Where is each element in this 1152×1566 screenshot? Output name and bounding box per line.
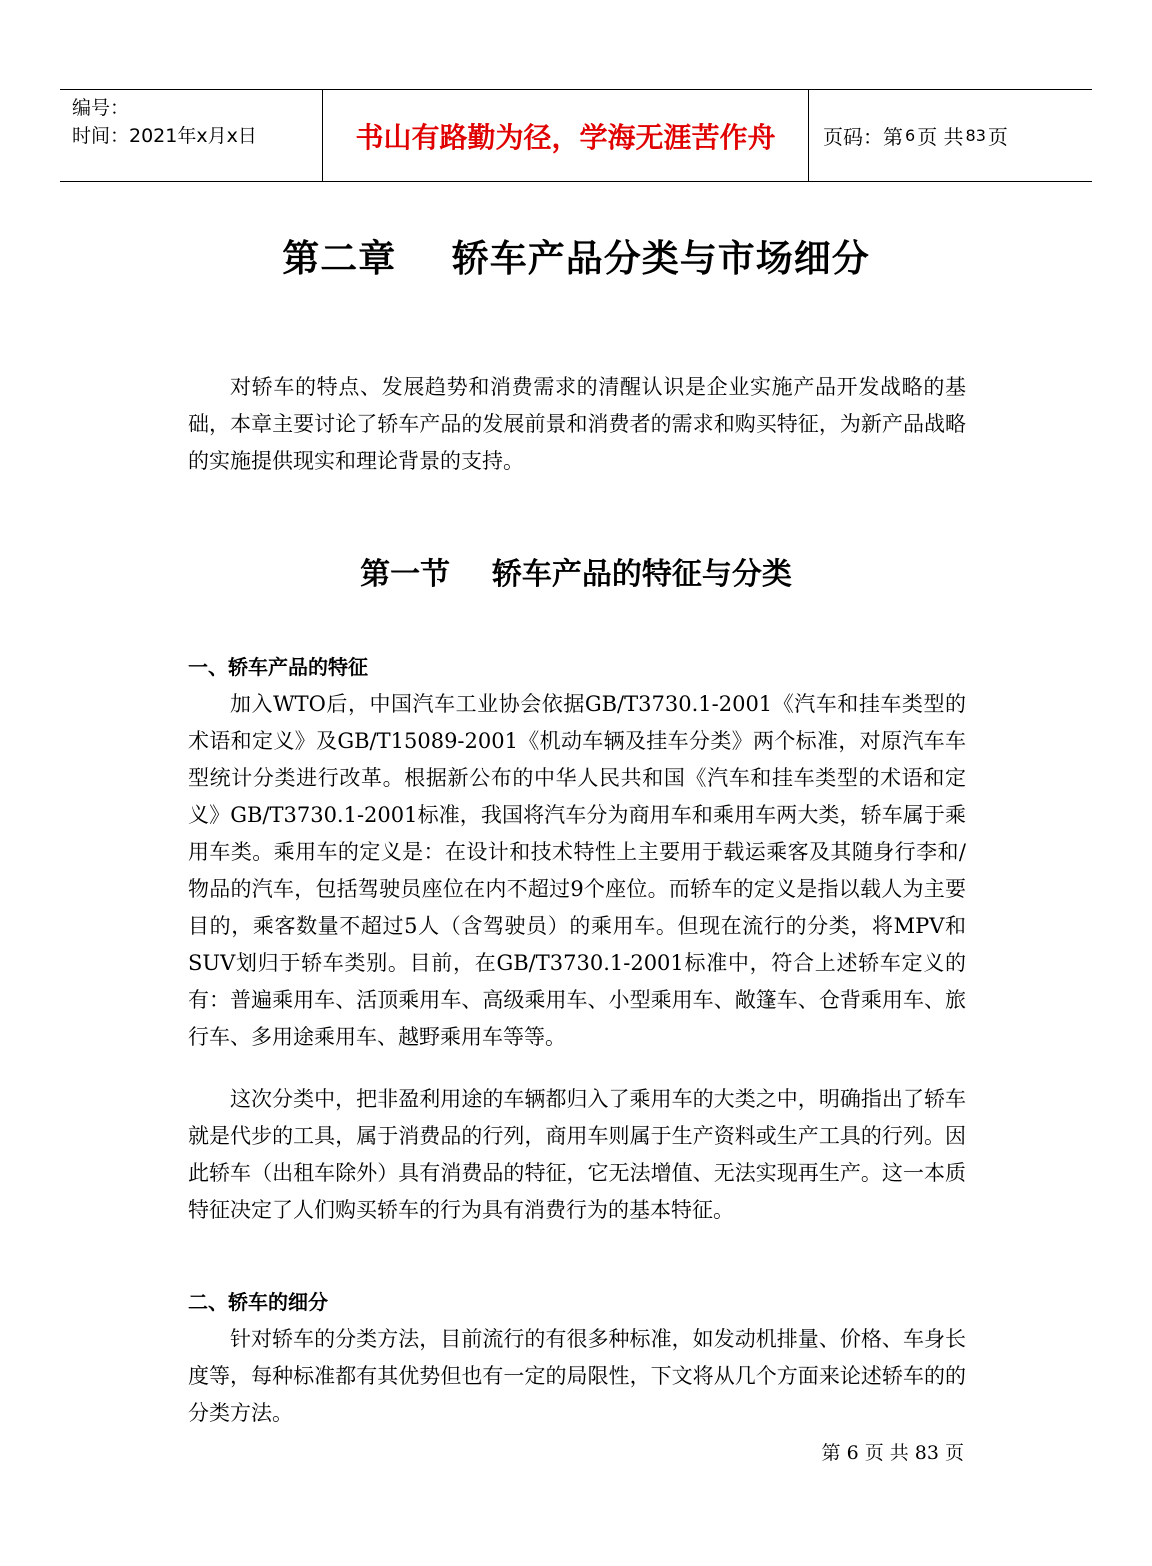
document-time: 时间：2021年x月x日 [72, 125, 257, 147]
header-meta [60, 90, 322, 181]
chapter-intro: 对轿车的特点、发展趋势和消费需求的清醒认识是企业实施产品开发战略的基础，本章主要讨论了轿车产品的发展前景和消费者的需求和购买特征，为新产品战略的实施提供现实和理论背景的支持。 [188, 375, 966, 473]
page-suffix: 页 [987, 125, 1008, 149]
paragraph-features-1: 加入WTO后，中国汽车工业协会依据GB/T3730.1-2001《汽车和挂车类型的术语和定义》及GB/T15089-2001《机动车辆及挂车分类》两个标准，对原汽车车型统计分类进行改革。根据新公布的中华人民共和国《汽车和挂车类型的术语和定义》GB/T3730.1-2001标准，我国将汽车分为商用车和乘用车两大类，轿车属于乘用车类。乘用车的定义是：在设计和技术特性上主要用于载运乘客及其随身行李和/物品的汽车，包括驾驶员座位在内不超过9个座位。而轿车的定义是指以载人为主要目的，乘客数量不超过5人（含驾驶员）的乘用车。但现在流行的分类，将MPV和SUV划归于轿车类别。目前，在GB/T3730.1-2001标准中，符合上述轿车定义的有：普遍乘用车、活顶乘用车、高级乘用车、小型乘用车、敞篷车、仓背乘用车、旅行车、多用途乘用车、越野乘用车等等。 [188, 692, 966, 1049]
subheading-features: 一、轿车产品的特征 [188, 655, 368, 679]
page-header [60, 89, 1092, 182]
page-prefix: 页码：第 [823, 125, 903, 149]
page-mid: 页 共 [917, 125, 964, 149]
page-footer: 第 6 页 共 83 页 [821, 1442, 964, 1464]
header-page-info [809, 90, 1092, 181]
chapter-title: 第二章 轿车产品分类与市场细分 [282, 237, 870, 280]
page-total: 83 [965, 126, 986, 145]
paragraph-features-2: 这次分类中，把非盈利用途的车辆都归入了乘用车的大类之中，明确指出了轿车就是代步的工具，属于消费品的行列，商用车则属于生产资料或生产工具的行列。因此轿车（出租车除外）具有消费品的特征，它无法增值、无法实现再生产。这一本质特征决定了人们购买轿车的行为具有消费行为的基本特征。 [188, 1087, 966, 1222]
paragraph-segmentation-1: 针对轿车的分类方法，目前流行的有很多种标准，如发动机排量、价格、车身长度等，每种标准都有其优势但也有一定的局限性，下文将从几个方面来论述轿车的的分类方法。 [188, 1327, 966, 1425]
page-current: 6 [905, 126, 916, 145]
header-motto: 书山有路勤为径，学海无涯苦作舟 [322, 90, 809, 181]
subheading-segmentation: 二、轿车的细分 [188, 1290, 328, 1314]
section-title: 第一节 轿车产品的特征与分类 [360, 557, 792, 592]
document-number-label: 编号： [72, 97, 130, 119]
